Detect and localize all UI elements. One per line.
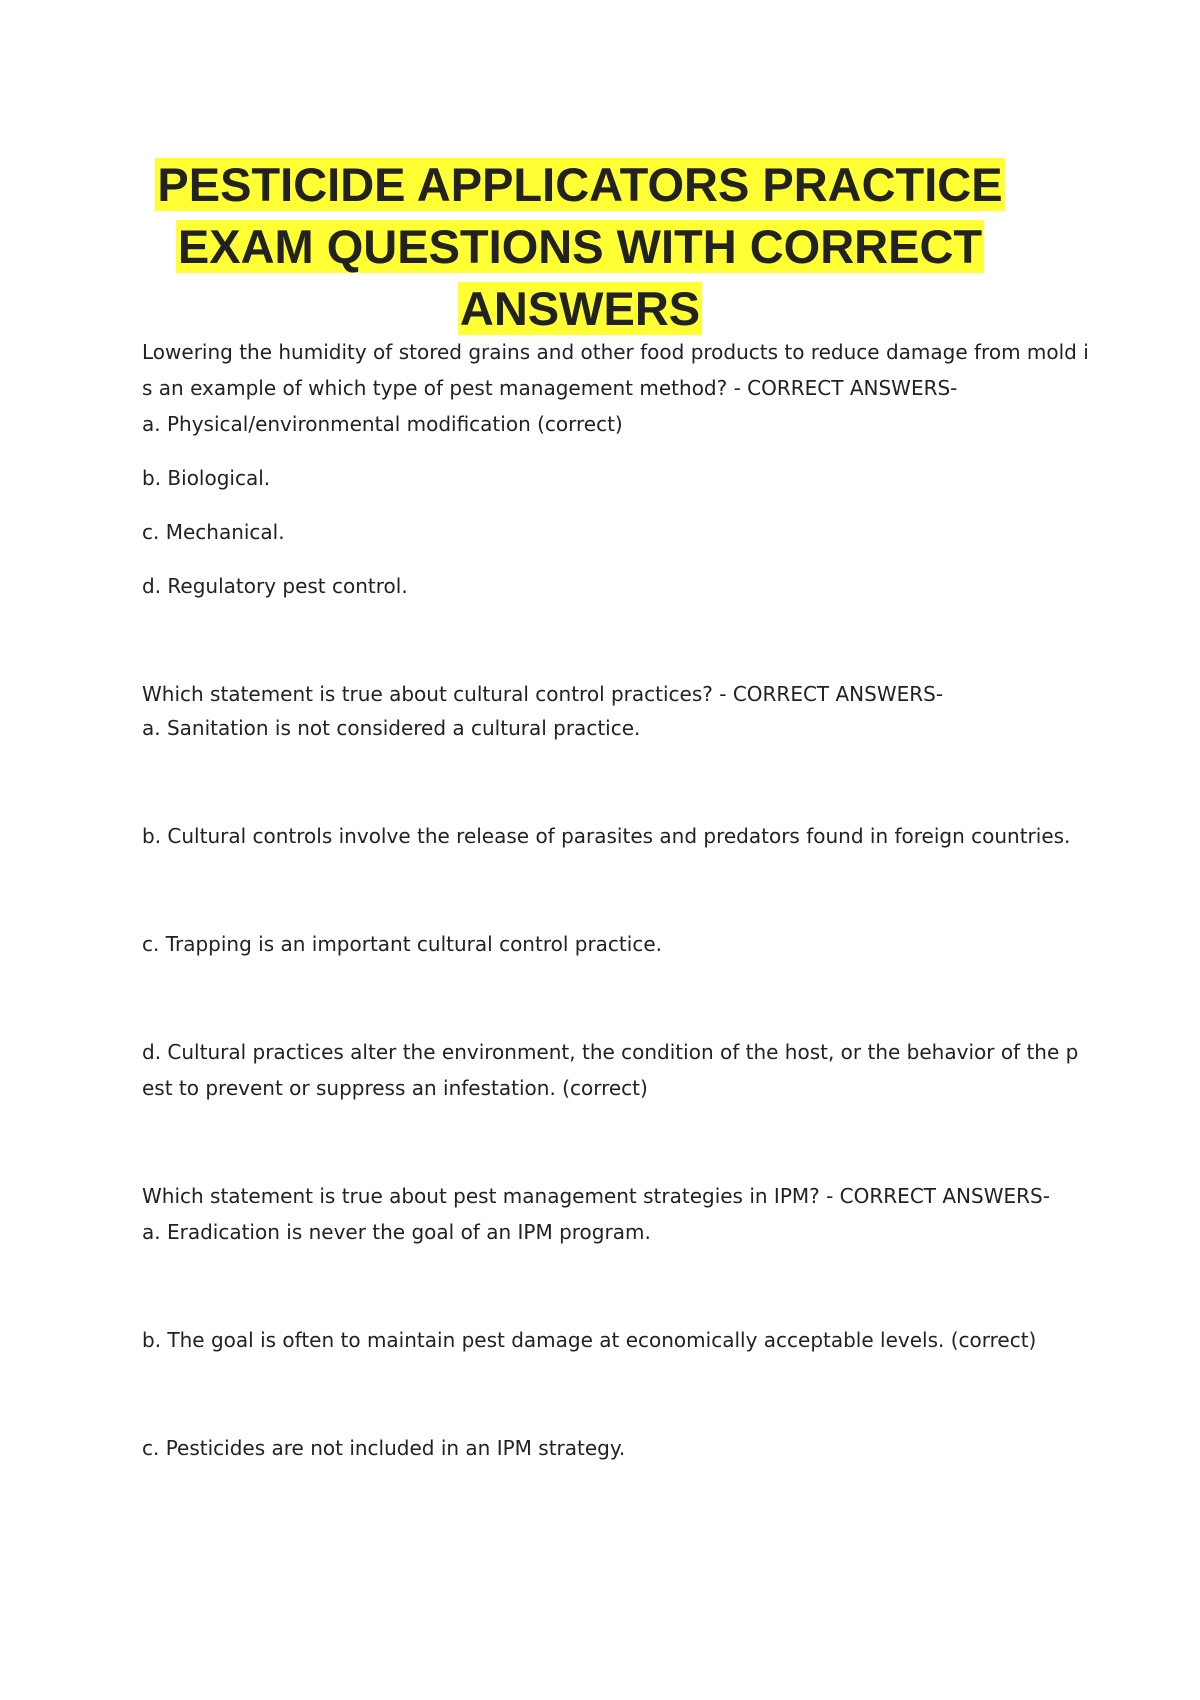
question-3-text: Which statement is true about pest management strategies in IPM? - CORRECT ANSWERS- — [142, 1184, 1050, 1208]
question-3-option-b: b. The goal is often to maintain pest damage at economically acceptable levels. (correct) — [142, 1328, 1037, 1352]
question-1-option-c: c. Mechanical. — [142, 520, 285, 544]
question-3-option-c: c. Pesticides are not included in an IPM strategy. — [142, 1436, 626, 1460]
question-1-text-line-1: Lowering the humidity of stored grains and other food products to reduce damage from mold i — [142, 340, 1089, 364]
question-2-option-d-line-1: d. Cultural practices alter the environment, the condition of the host, or the behavior of the p — [142, 1040, 1079, 1064]
question-1-option-a: a. Physical/environmental modification (correct) — [142, 412, 623, 436]
title-line-3: ANSWERS — [459, 282, 701, 335]
question-2-option-c: c. Trapping is an important cultural control practice. — [142, 932, 662, 956]
title-line-2: EXAM QUESTIONS WITH CORRECT — [177, 220, 983, 273]
question-2-option-d-line-2: est to prevent or suppress an infestation. (correct) — [142, 1076, 648, 1100]
question-1-option-d: d. Regulatory pest control. — [142, 574, 408, 598]
question-2-text: Which statement is true about cultural control practices? - CORRECT ANSWERS- — [142, 682, 944, 706]
question-1-text-line-2: s an example of which type of pest management method? - CORRECT ANSWERS- — [142, 376, 958, 400]
question-1-option-b: b. Biological. — [142, 466, 271, 490]
question-2-option-b: b. Cultural controls involve the release of parasites and predators found in foreign countries. — [142, 824, 1071, 848]
title-line-1: PESTICIDE APPLICATORS PRACTICE — [157, 158, 1003, 211]
question-2-option-a: a. Sanitation is not considered a cultural practice. — [142, 716, 641, 740]
document-title — [140, 154, 1020, 340]
question-3-option-a: a. Eradication is never the goal of an IPM program. — [142, 1220, 651, 1244]
